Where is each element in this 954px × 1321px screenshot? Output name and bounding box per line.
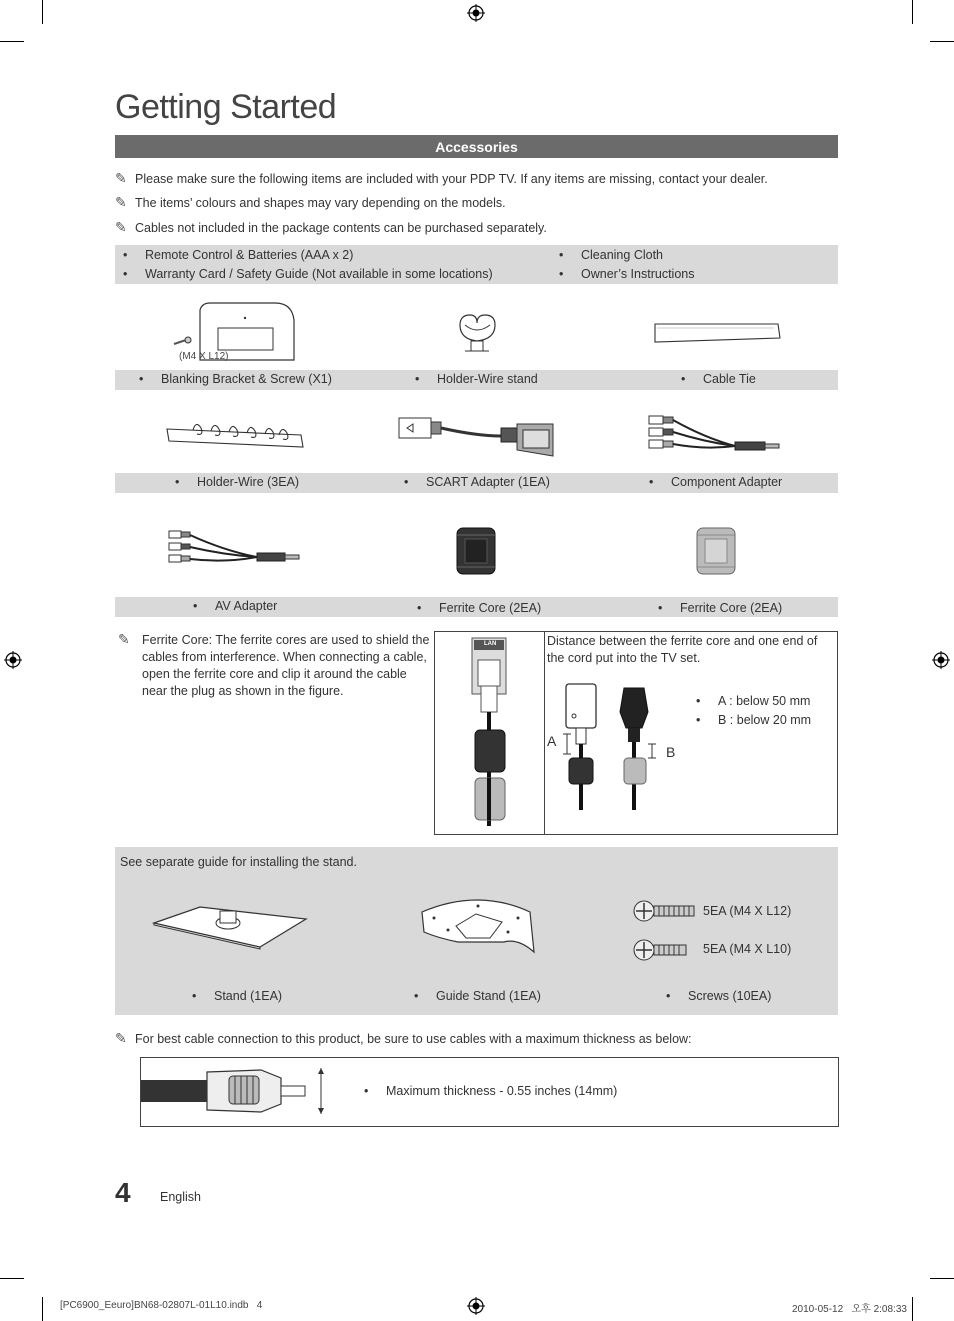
- stand-note: See separate guide for installing the stand.: [120, 855, 357, 869]
- ferrite-core-grey-image: [694, 525, 738, 577]
- list-item: • Screws (10EA): [688, 989, 771, 1003]
- note: ✎ Please make sure the following items are included with your PDP TV. If any items are missing, contact your dealer.: [115, 170, 768, 186]
- page-number: 4: [115, 1177, 131, 1208]
- list-item: • B : below 20 mm: [718, 713, 811, 727]
- list-item: • A : below 50 mm: [718, 694, 810, 708]
- crop-mark: [930, 1278, 954, 1279]
- label-b: B: [666, 744, 676, 760]
- ferrite-distance-diagram: [558, 682, 668, 814]
- list-item: • Holder-Wire stand: [437, 372, 538, 386]
- pencil-note-icon: ✎: [115, 219, 127, 235]
- section-header: Accessories: [115, 135, 838, 158]
- ferrite-note: ✎ Ferrite Core: The ferrite cores are used to shield the cables from interference. When connecting a cable, open the ferrite core and clip it around the cable near the plug as shown in the figure.: [118, 631, 430, 698]
- box-divider: [544, 632, 545, 834]
- screw-label: 5EA (M4 X L12): [703, 904, 792, 918]
- distance-title: Distance between the ferrite core and one end of the cord put into the TV set.: [547, 634, 818, 665]
- registration-mark-icon: [467, 4, 485, 22]
- list-item: • Remote Control & Batteries (AAA x 2): [145, 248, 353, 262]
- note: ✎ For best cable connection to this product, be sure to use cables with a maximum thickness as below:: [115, 1030, 692, 1046]
- list-item: • Component Adapter: [671, 475, 782, 489]
- lan-label: LAN: [484, 641, 497, 647]
- av-adapter-image: [165, 525, 305, 571]
- registration-mark-icon: [932, 651, 950, 669]
- list-item: • Maximum thickness - 0.55 inches (14mm): [386, 1084, 617, 1098]
- list-item: • Warranty Card / Safety Guide (Not available in some locations): [145, 267, 493, 281]
- label-a: A: [547, 733, 557, 749]
- registration-mark-icon: [467, 1297, 485, 1315]
- crop-mark: [42, 0, 43, 24]
- list-item: • AV Adapter: [215, 599, 277, 613]
- bracket-screw-label: (M4 X L12): [179, 351, 229, 362]
- list-item: • Cable Tie: [703, 372, 756, 386]
- holder-wire-stand-image: [455, 311, 500, 356]
- holder-wire-image: [163, 415, 308, 455]
- crop-mark: [42, 1297, 43, 1321]
- crop-mark: [912, 0, 913, 24]
- list-item: • SCART Adapter (1EA): [426, 475, 550, 489]
- note: ✎ The items’ colours and shapes may vary depending on the models.: [115, 194, 506, 210]
- list-item: • Guide Stand (1EA): [436, 989, 541, 1003]
- pencil-note-icon: ✎: [115, 194, 127, 210]
- page-title: Getting Started: [115, 88, 337, 126]
- list-item: • Holder-Wire (3EA): [197, 475, 299, 489]
- pencil-note-icon: ✎: [118, 631, 130, 647]
- ferrite-core-black-image: [454, 525, 498, 577]
- list-item: • Ferrite Core (2EA): [680, 601, 782, 615]
- pencil-note-icon: ✎: [115, 170, 127, 186]
- scart-adapter-image: [397, 410, 557, 462]
- lan-cable-ferrite-image: [466, 636, 516, 828]
- list-item: • Owner’s Instructions: [581, 267, 694, 281]
- cable-plug-image: [141, 1064, 331, 1118]
- screw-m4-l12-icon: [633, 896, 697, 926]
- list-item: • Ferrite Core (2EA): [439, 601, 541, 615]
- crop-mark: [0, 1278, 24, 1279]
- list-item: • Blanking Bracket & Screw (X1): [161, 372, 332, 386]
- crop-mark: [0, 41, 24, 42]
- crop-mark: [912, 1297, 913, 1321]
- crop-mark: [930, 41, 954, 42]
- screw-label: 5EA (M4 X L10): [703, 942, 792, 956]
- guide-stand-image: [418, 892, 538, 956]
- screw-m4-l10-icon: [633, 935, 697, 965]
- footer-timestamp: 2010-05-12 오후 2:08:33: [792, 1304, 907, 1315]
- list-item: • Stand (1EA): [214, 989, 282, 1003]
- language-label: English: [160, 1190, 201, 1204]
- component-adapter-image: [645, 410, 785, 460]
- list-item: • Cleaning Cloth: [581, 248, 663, 262]
- footer-file: [PC6900_Eeuro]BN68-02807L-01L10.indb 4: [60, 1300, 263, 1311]
- note: ✎ Cables not included in the package contents can be purchased separately.: [115, 219, 547, 235]
- pencil-note-icon: ✎: [115, 1030, 127, 1046]
- stand-image: [150, 903, 310, 951]
- registration-mark-icon: [4, 651, 22, 669]
- cable-tie-image: [652, 320, 784, 346]
